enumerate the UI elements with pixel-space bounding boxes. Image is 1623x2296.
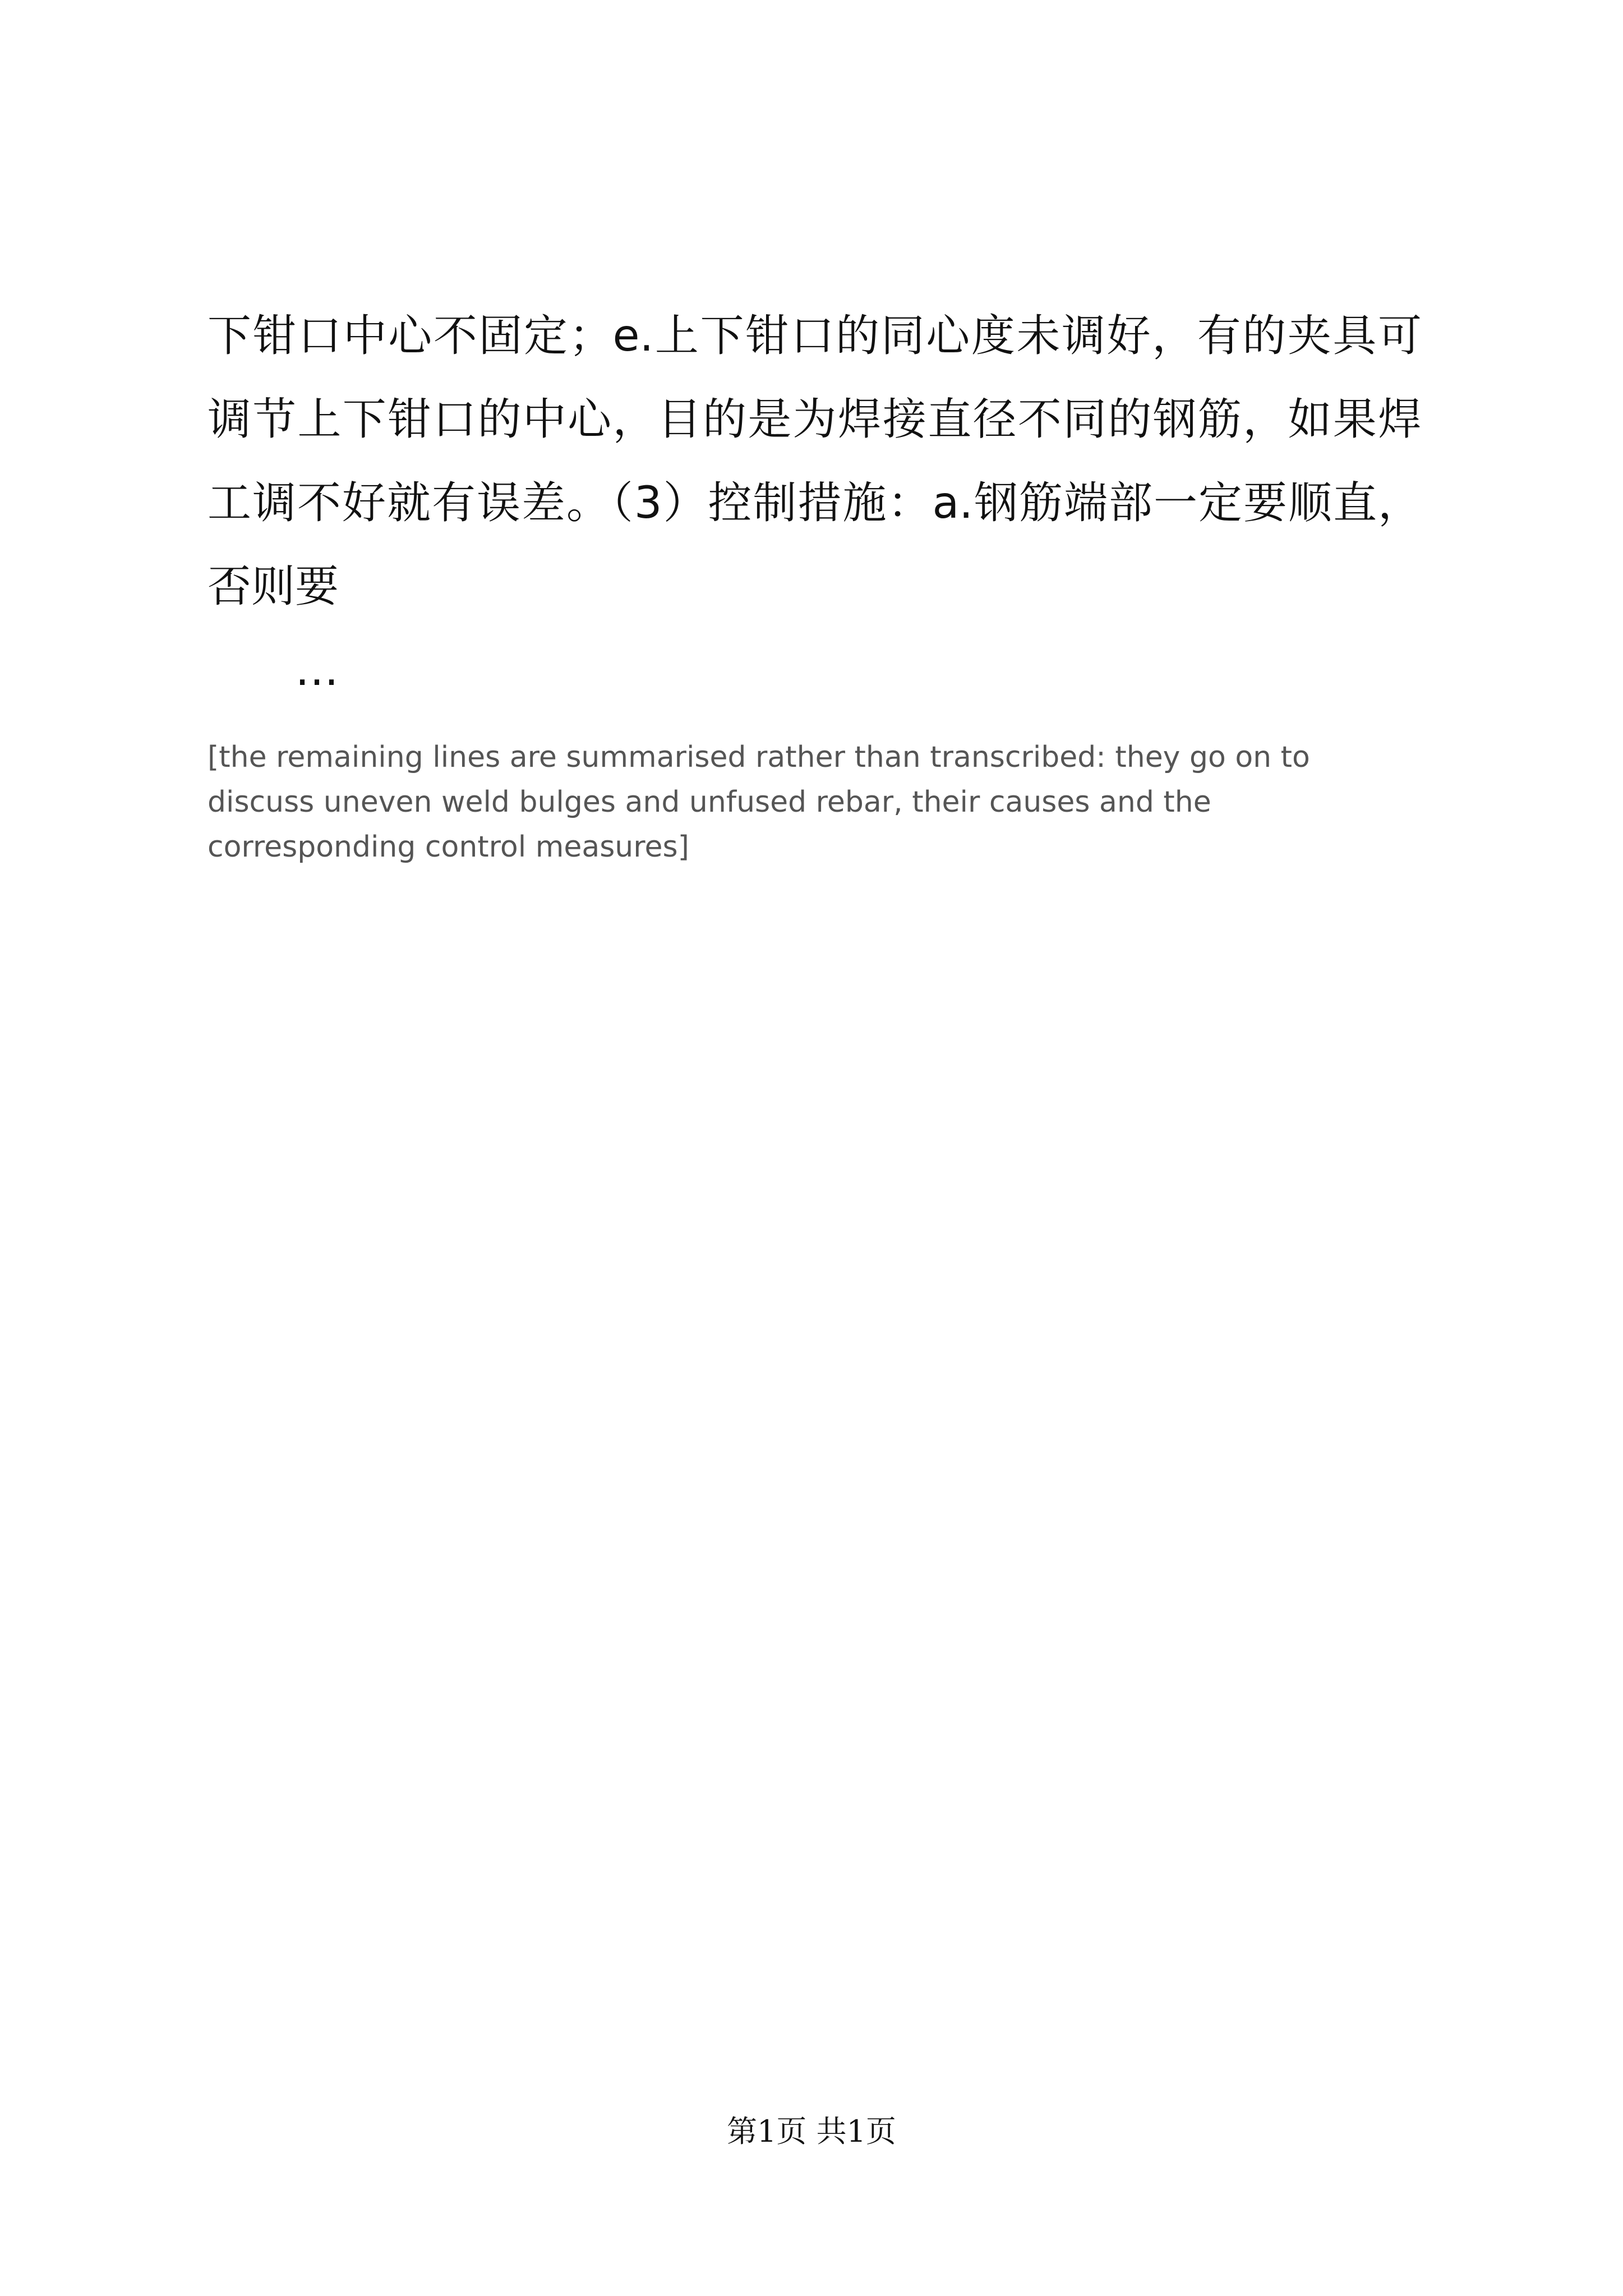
body-text	[208, 295, 1422, 869]
paragraph-1: 下钳口中心不固定；e.上下钳口的同心度未调好，有的夹具可调节上下钳口的中心，目的是为焊接直径不同的钢筋，如果焊工调不好就有误差。（3）控制措施：a.钢筋端部一定要顺直，否则要	[208, 311, 1422, 612]
page-footer: 第1页 共1页	[727, 2114, 896, 2149]
omitted-text-note: [the remaining lines are summarised rather than transcribed: they go on to discuss uneven weld bulges and unfused rebar, their causes and the corresponding control measures]	[208, 740, 1310, 864]
paragraph-2: …	[295, 645, 339, 696]
